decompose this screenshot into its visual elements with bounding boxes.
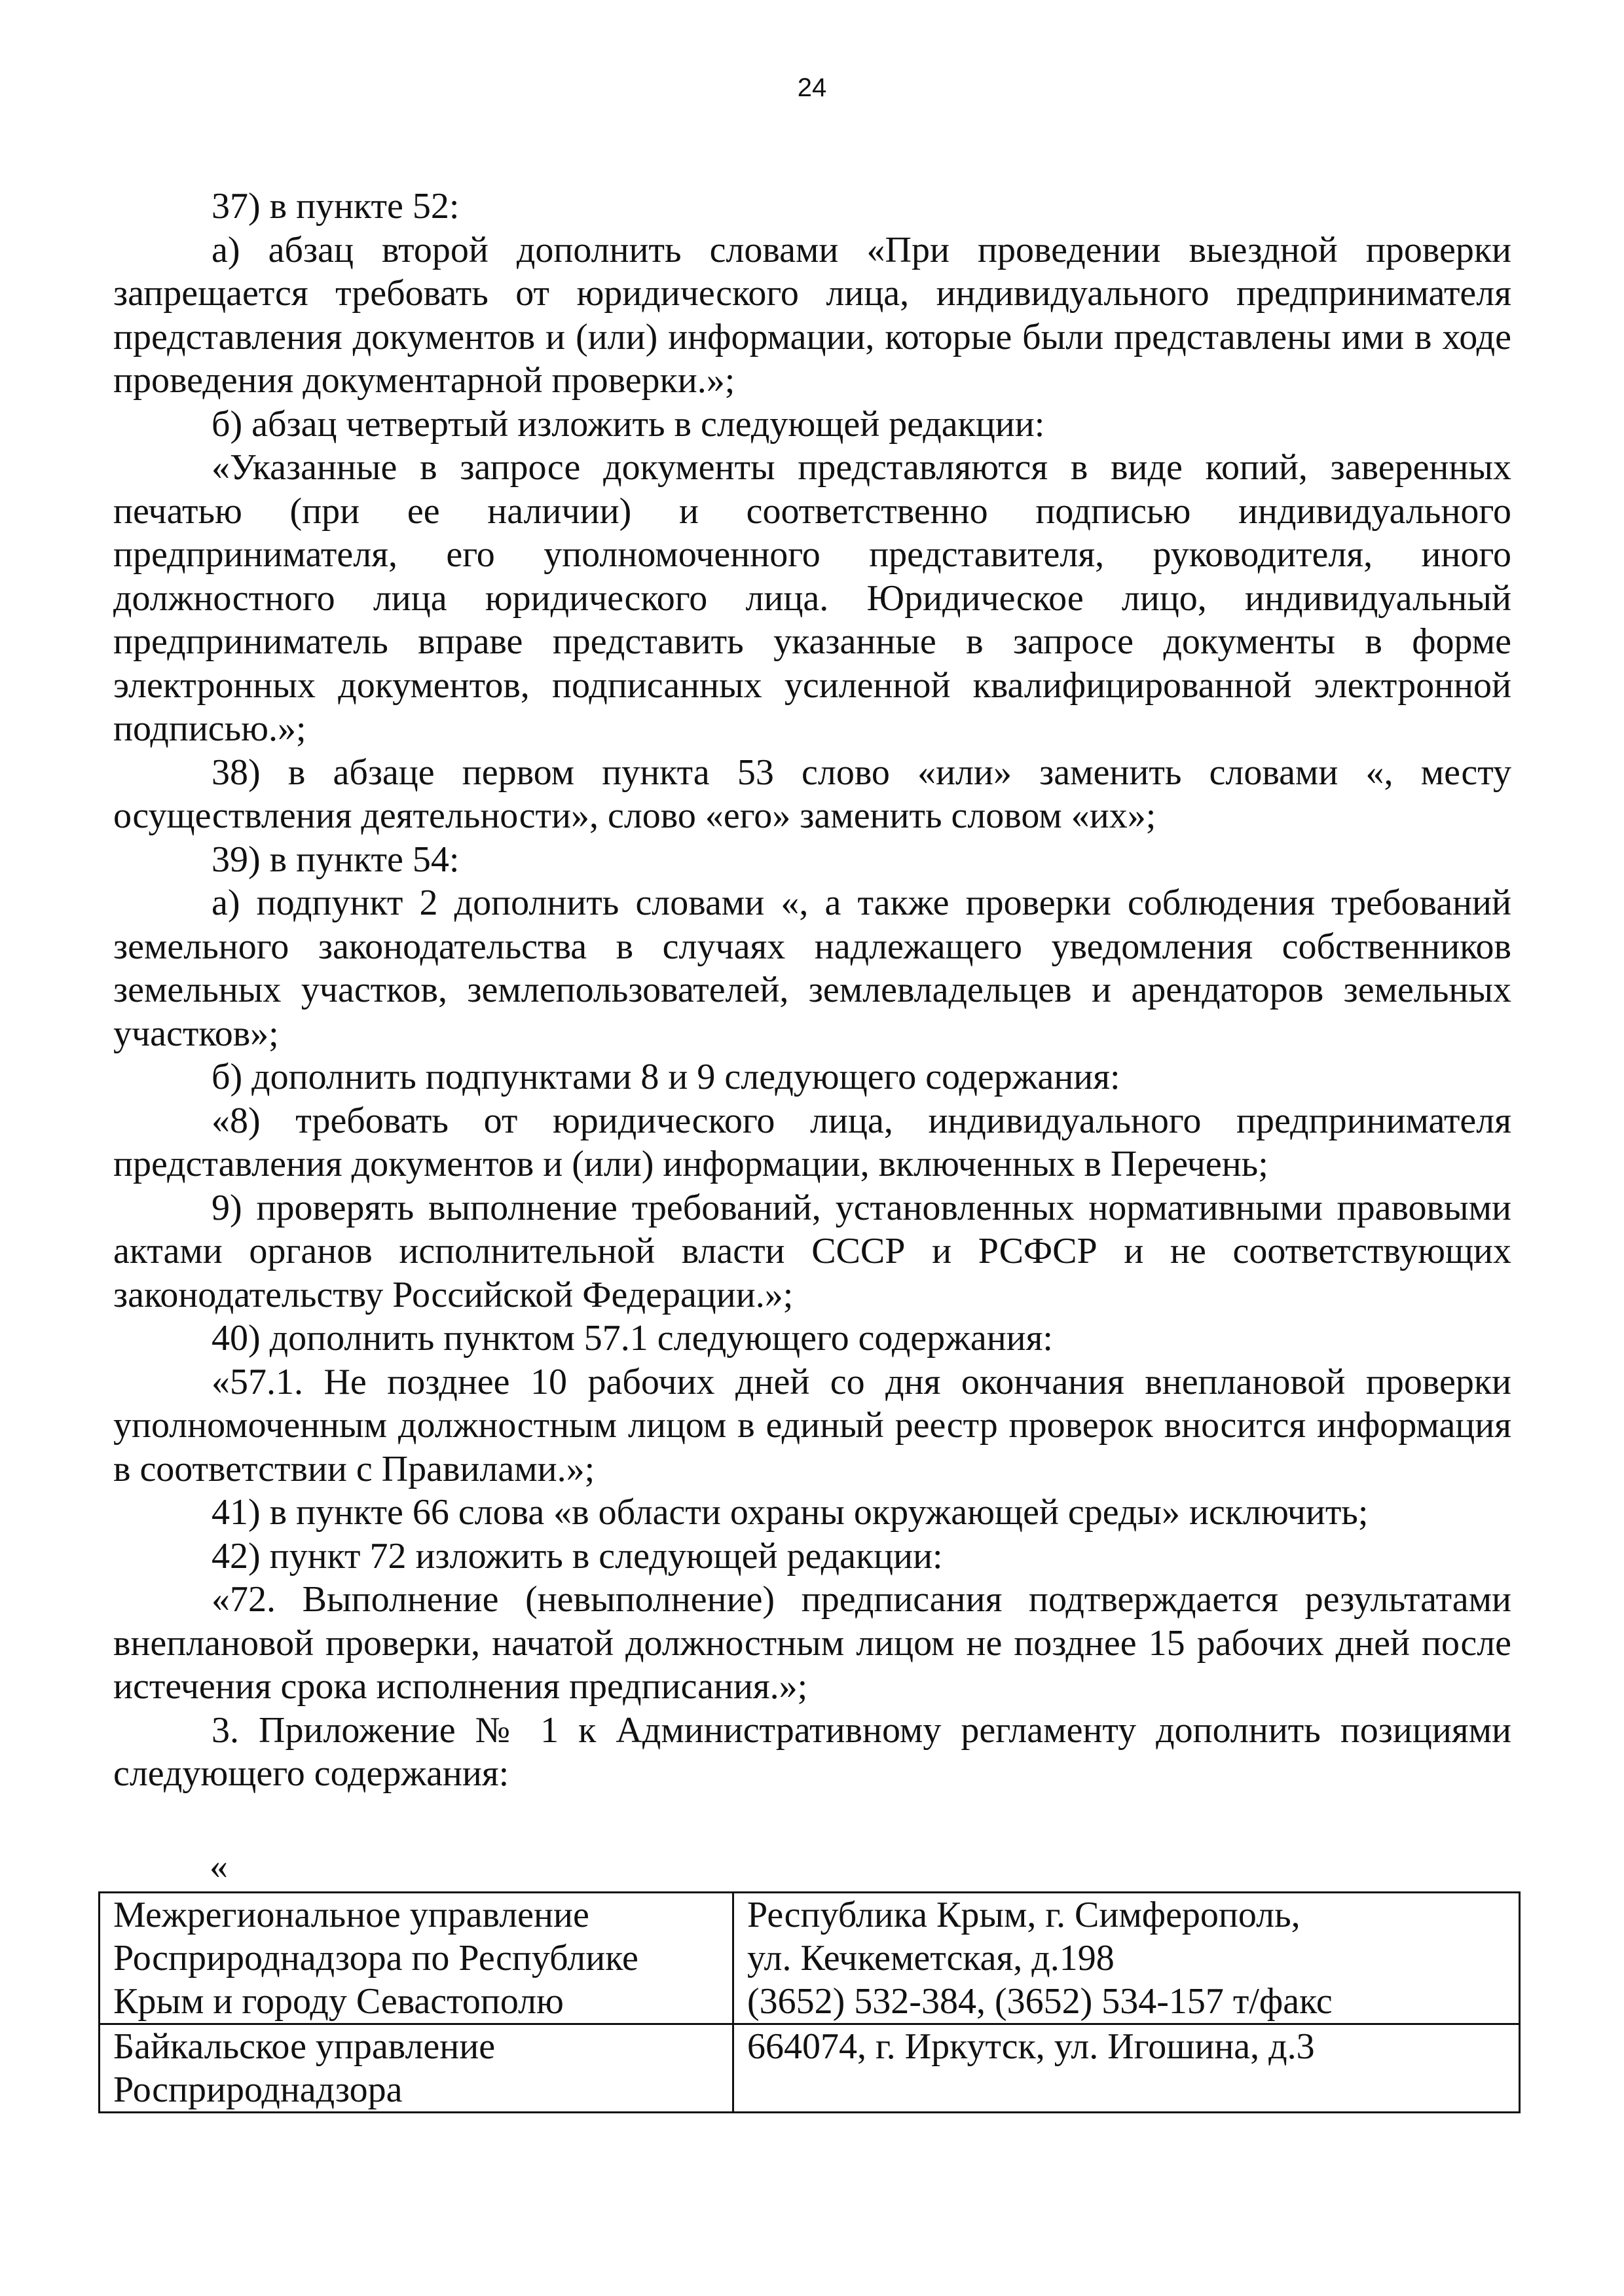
paragraph: «57.1. Не позднее 10 рабочих дней со дня окончания внеплановой проверки уполномоченным должностным лицом в единый реестр проверок вносится информация в соответствии с Правилами.»;: [113, 1361, 1511, 1489]
paragraph: а) абзац второй дополнить словами «При проведении выездной проверки запрещается требовать от юридического лица, индивидуального предпринимателя представления документов и (или) информации, которые были представлены ими в ходе проведения документарной проверки.»;: [113, 229, 1511, 401]
paragraph: 38) в абзаце первом пункта 53 слово «или» заменить словами «, месту осуществления деятельности», слово «его» заменить словом «их»;: [113, 752, 1511, 836]
document-body: [113, 185, 1511, 1796]
office-address-line: ул. Кечкеметская, д.198: [747, 1938, 1115, 1978]
office-name-cell: [100, 1893, 733, 2024]
paragraph: 37) в пункте 52:: [212, 186, 460, 227]
page-number: 24: [797, 73, 827, 102]
paragraph: 42) пункт 72 изложить в следующей редакции:: [212, 1535, 943, 1576]
paragraph: «Указанные в запросе документы представляются в виде копий, заверенных печатью (при ее наличии) и соответственно подписью индивидуального предпринимателя, его уполномоченного представителя, руководителя, иного должностного лица юридического лица. Юридическое лицо, индивидуальный предприниматель вправе представить указанные в запросе документы в форме электронных документов, подписанных усиленной квалифицированной электронной подписью.»;: [113, 447, 1511, 749]
paragraph: а) подпункт 2 дополнить словами «, а также проверки соблюдения требований земельного законодательства в случаях надлежащего уведомления собственников земельных участков, землепользователей, землевладельцев и арендаторов земельных участков»;: [113, 883, 1511, 1054]
paragraph: б) дополнить подпунктами 8 и 9 следующего содержания:: [212, 1057, 1120, 1097]
paragraph: б) абзац четвертый изложить в следующей редакции:: [212, 403, 1045, 445]
paragraph: «72. Выполнение (невыполнение) предписания подтверждается результатами внеплановой проверки, начатой должностным лицом не позднее 15 рабочих дней после истечения срока исполнения предписания.»;: [113, 1579, 1511, 1707]
office-address-line: (3652) 532-384, (3652) 534-157 т/факс: [747, 1981, 1333, 2022]
paragraph: «8) требовать от юридического лица, индивидуального предпринимателя представления документов и (или) информации, включенных в Перечень;: [113, 1100, 1511, 1184]
table-row: [100, 2024, 1520, 2113]
office-name-line: Росприроднадзора: [113, 2069, 403, 2110]
paragraph: 41) в пункте 66 слова «в области охраны окружающей среды» исключить;: [212, 1492, 1369, 1533]
paragraph: 40) дополнить пунктом 57.1 следующего содержания:: [212, 1318, 1053, 1358]
office-address-line: 664074, г. Иркутск, ул. Игошина, д.3: [747, 2026, 1315, 2067]
office-name-cell: [100, 2024, 733, 2113]
paragraph: 9) проверять выполнение требований, установленных нормативными правовыми актами органов исполнительной власти СССР и РСФСР и не соответствующих законодательству Российской Федерации.»;: [113, 1187, 1511, 1315]
office-name-line: Межрегиональное управление: [113, 1895, 589, 1935]
table-row: [100, 1893, 1520, 2024]
office-name-line: Росприроднадзора по Республике: [113, 1938, 638, 1978]
office-address-cell: [733, 2024, 1520, 2113]
office-name-line: Крым и городу Севастополю: [113, 1981, 564, 2022]
office-address-cell: [733, 1893, 1520, 2024]
opening-quote-mark: «: [210, 1846, 228, 1887]
offices-table: [98, 1891, 1521, 2113]
paragraph: 3. Приложение № 1 к Административному регламенту дополнить позициями следующего содержания:: [113, 1709, 1511, 1794]
office-name-line: Байкальское управление: [113, 2026, 496, 2067]
office-address-line: Республика Крым, г. Симферополь,: [747, 1895, 1301, 1935]
paragraph: 39) в пункте 54:: [212, 839, 460, 880]
